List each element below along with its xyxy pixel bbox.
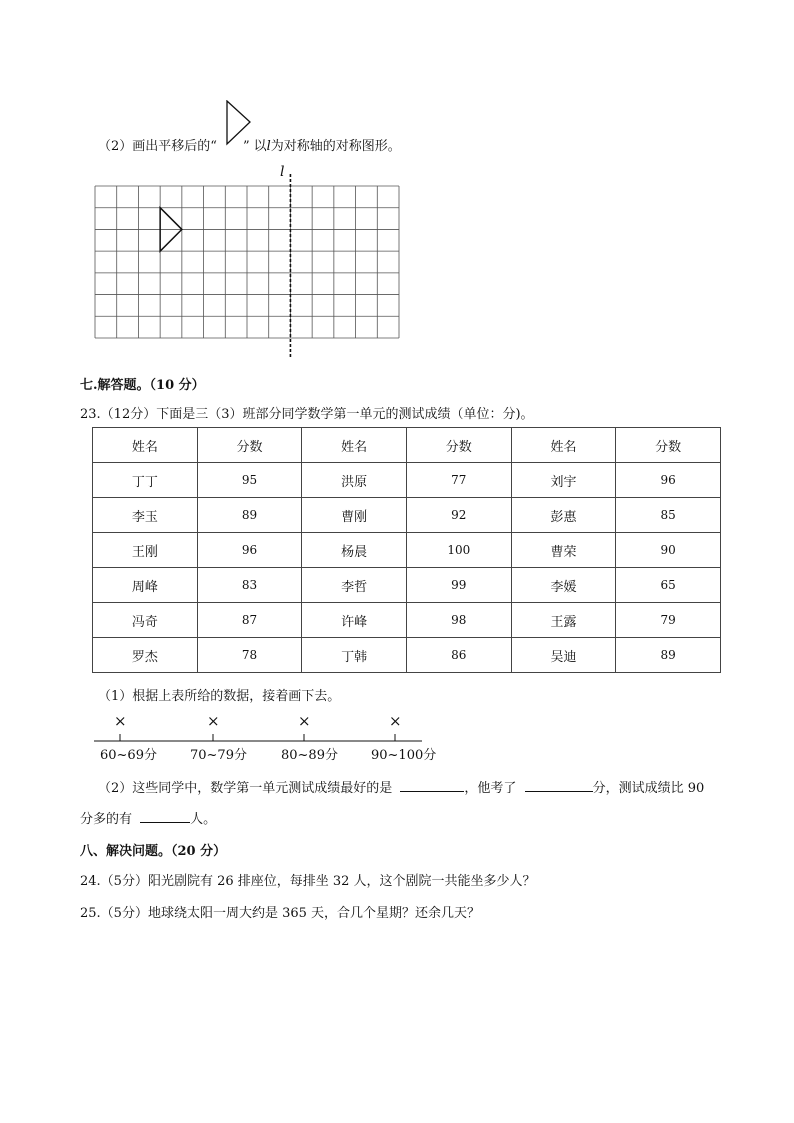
score-cell: 92	[406, 498, 511, 533]
q23-stem: 23.（12分）下面是三（3）班部分同学数学第一单元的测试成绩（单位：分)。	[80, 407, 534, 422]
table-header-cell: 姓名	[302, 428, 407, 463]
score-cell: 98	[406, 603, 511, 638]
tally-mark-4: ×	[389, 712, 402, 730]
table-header-cell: 分数	[197, 428, 302, 463]
best-student-blank[interactable]	[400, 779, 464, 792]
inline-triangle-icon	[226, 100, 252, 146]
q23-part2-line2	[80, 808, 216, 827]
name-cell: 周峰	[93, 568, 198, 603]
part2-b: ，他考了	[464, 781, 517, 796]
best-score-blank[interactable]	[525, 779, 593, 792]
score-cell: 90	[616, 533, 721, 568]
tally-mark-1: ×	[114, 712, 127, 730]
range-label-2: 70~79分	[190, 748, 247, 763]
section8-heading: 八、解决问题。（20 分）	[80, 844, 227, 859]
score-cell: 100	[406, 533, 511, 568]
part2-d: 分多的有	[80, 812, 133, 827]
q23-part2-line1	[98, 777, 704, 796]
part2-suffix-a: 以	[253, 139, 267, 154]
name-cell: 丁丁	[93, 463, 198, 498]
name-cell: 王露	[511, 603, 616, 638]
score-cell: 83	[197, 568, 302, 603]
name-cell: 丁韩	[302, 638, 407, 673]
name-cell: 李玉	[93, 498, 198, 533]
table-header-row	[93, 428, 721, 463]
table-header-cell: 分数	[616, 428, 721, 463]
count-over-90-blank[interactable]	[140, 810, 190, 823]
q24-text: 24.（5分）阳光剧院有 26 排座位，每排坐 32 人，这个剧院一共能坐多少人？	[80, 874, 536, 889]
name-cell: 李媛	[511, 568, 616, 603]
score-cell: 86	[406, 638, 511, 673]
name-cell: 许峰	[302, 603, 407, 638]
tally-mark-3: ×	[298, 712, 311, 730]
table-header-cell: 姓名	[511, 428, 616, 463]
scores-table	[92, 427, 721, 673]
score-cell: 99	[406, 568, 511, 603]
score-cell: 87	[197, 603, 302, 638]
part2-c: 分，测试成绩比 90	[592, 781, 705, 796]
name-cell: 罗杰	[93, 638, 198, 673]
tally-mark-2: ×	[207, 712, 220, 730]
name-cell: 刘宇	[511, 463, 616, 498]
score-cell: 78	[197, 638, 302, 673]
score-cell: 95	[197, 463, 302, 498]
score-cell: 79	[616, 603, 721, 638]
axis-letter: l	[266, 139, 271, 154]
name-cell: 杨晨	[302, 533, 407, 568]
score-cell: 89	[197, 498, 302, 533]
score-cell: 89	[616, 638, 721, 673]
quote-open: “	[210, 139, 217, 154]
symmetry-grid	[95, 186, 399, 338]
score-cell: 85	[616, 498, 721, 533]
grid-lines	[95, 186, 399, 358]
table-row	[93, 463, 721, 498]
q23-part1: （1）根据上表所给的数据，接着画下去。	[98, 689, 341, 704]
tally-baseline	[94, 712, 424, 742]
name-cell: 曹荣	[511, 533, 616, 568]
part2-e: 人。	[190, 812, 217, 827]
range-label-4: 90~100分	[371, 748, 437, 763]
name-cell: 彭惠	[511, 498, 616, 533]
score-cell: 96	[197, 533, 302, 568]
score-cell: 77	[406, 463, 511, 498]
table-row	[93, 603, 721, 638]
part2-a: （2）这些同学中，数学第一单元测试成绩最好的是	[98, 781, 393, 796]
score-cell: 96	[616, 463, 721, 498]
score-cell: 65	[616, 568, 721, 603]
tally-chart	[94, 712, 437, 763]
quote-close: ”	[242, 139, 250, 154]
name-cell: 李哲	[302, 568, 407, 603]
part2-suffix-b: 为对称轴的对称图形。	[270, 139, 401, 154]
name-cell: 王刚	[93, 533, 198, 568]
name-cell: 冯奇	[93, 603, 198, 638]
name-cell: 吴迪	[511, 638, 616, 673]
range-label-1: 60~69分	[100, 748, 157, 763]
table-row	[93, 568, 721, 603]
table-row	[93, 498, 721, 533]
name-cell: 曹刚	[302, 498, 407, 533]
table-row	[93, 533, 721, 568]
name-cell: 洪原	[302, 463, 407, 498]
axis-label: l	[280, 164, 285, 180]
table-header-cell: 分数	[406, 428, 511, 463]
table-row	[93, 638, 721, 673]
part2-prefix: （2）画出平移后的	[98, 139, 211, 154]
table-header-cell: 姓名	[93, 428, 198, 463]
section7-heading: 七.解答题。（10 分）	[80, 378, 205, 393]
q25-text: 25.（5分）地球绕太阳一周大约是 365 天，合几个星期？还余几天？	[80, 906, 481, 921]
range-label-3: 80~89分	[281, 748, 338, 763]
